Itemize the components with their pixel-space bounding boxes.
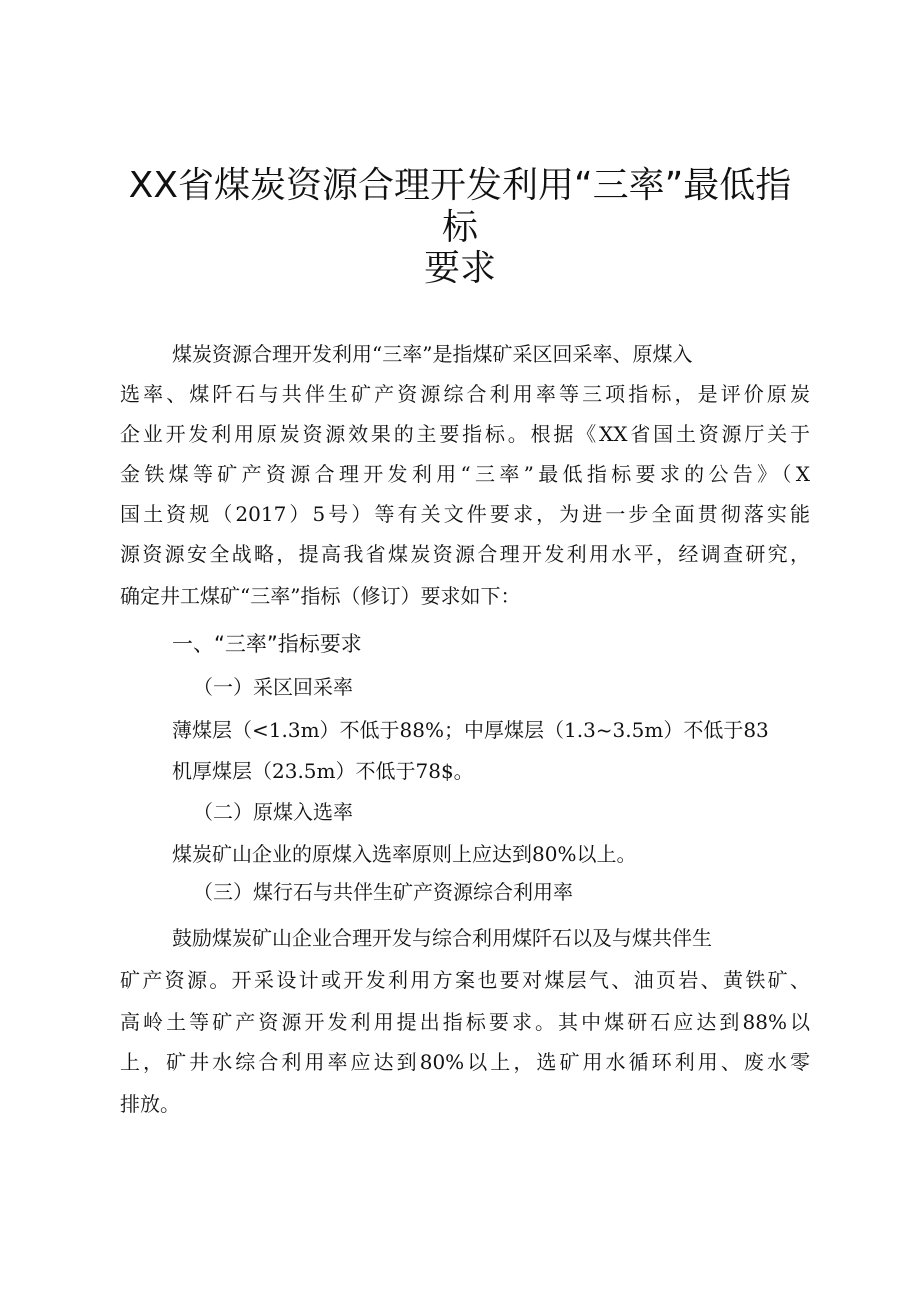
subsection-body-line: 上，矿井水综合利用率应达到80%以上，选矿用水循环利用、废水零 [120, 1050, 810, 1074]
intro-line: 煤炭资源合理开发利用“三率”是指煤矿采区回采率、原煤入 [172, 342, 693, 366]
intro-line: 选率、煤阡石与共伴生矿产资源综合利用率等三项指标，是评价原炭 [120, 382, 810, 406]
intro-line: 金铁煤等矿产资源合理开发利用“三率”最低指标要求的公告》（X [120, 462, 810, 486]
subsection-body-line: 鼓励煤炭矿山企业合理开发与综合利用煤阡石以及与煤共伴生 [172, 926, 712, 950]
intro-line: 确定井工煤矿“三率”指标（修订）要求如下： [120, 584, 521, 608]
intro-line: 企业开发利用原炭资源效果的主要指标。根据《XX省国土资源厅关于 [120, 422, 810, 446]
subsection-heading: （三）煤行石与共伴生矿产资源综合利用率 [193, 880, 573, 904]
subsection-body-line: 矿产资源。开采设计或开发利用方案也要对煤层气、油页岩、黄铁矿、 [120, 968, 810, 992]
subsection-body-line: 高岭土等矿产资源开发利用提出指标要求。其中煤研石应达到88%以 [120, 1010, 810, 1034]
subsection-heading: （二）原煤入选率 [193, 800, 353, 824]
intro-line: 源资源安全战略，提高我省煤炭资源合理开发利用水平，经调查研究， [120, 542, 810, 566]
document-title-line-3: 要求 [423, 248, 496, 289]
subsection-body-line: 薄煤层（<1.3m）不低于88%；中厚煤层（1.3~3.5m）不低于83 [172, 718, 769, 742]
subsection-body-line: 排放。 [120, 1092, 180, 1116]
section-heading: 一、“三率”指标要求 [172, 632, 362, 656]
subsection-body-line: 机厚煤层（23.5m）不低于78$。 [172, 759, 474, 783]
intro-line: 国土资规（2017）5号）等有关文件要求，为进一步全面贯彻落实能 [120, 502, 810, 526]
document-title-line-2: 标 [441, 207, 478, 248]
subsection-body-line: 煤炭矿山企业的原煤入选率原则上应达到80%以上。 [172, 842, 637, 866]
document-title-line-1: XX省煤炭资源合理开发利用“三率”最低指 [128, 165, 792, 206]
subsection-heading: （一）采区回采率 [193, 675, 353, 699]
